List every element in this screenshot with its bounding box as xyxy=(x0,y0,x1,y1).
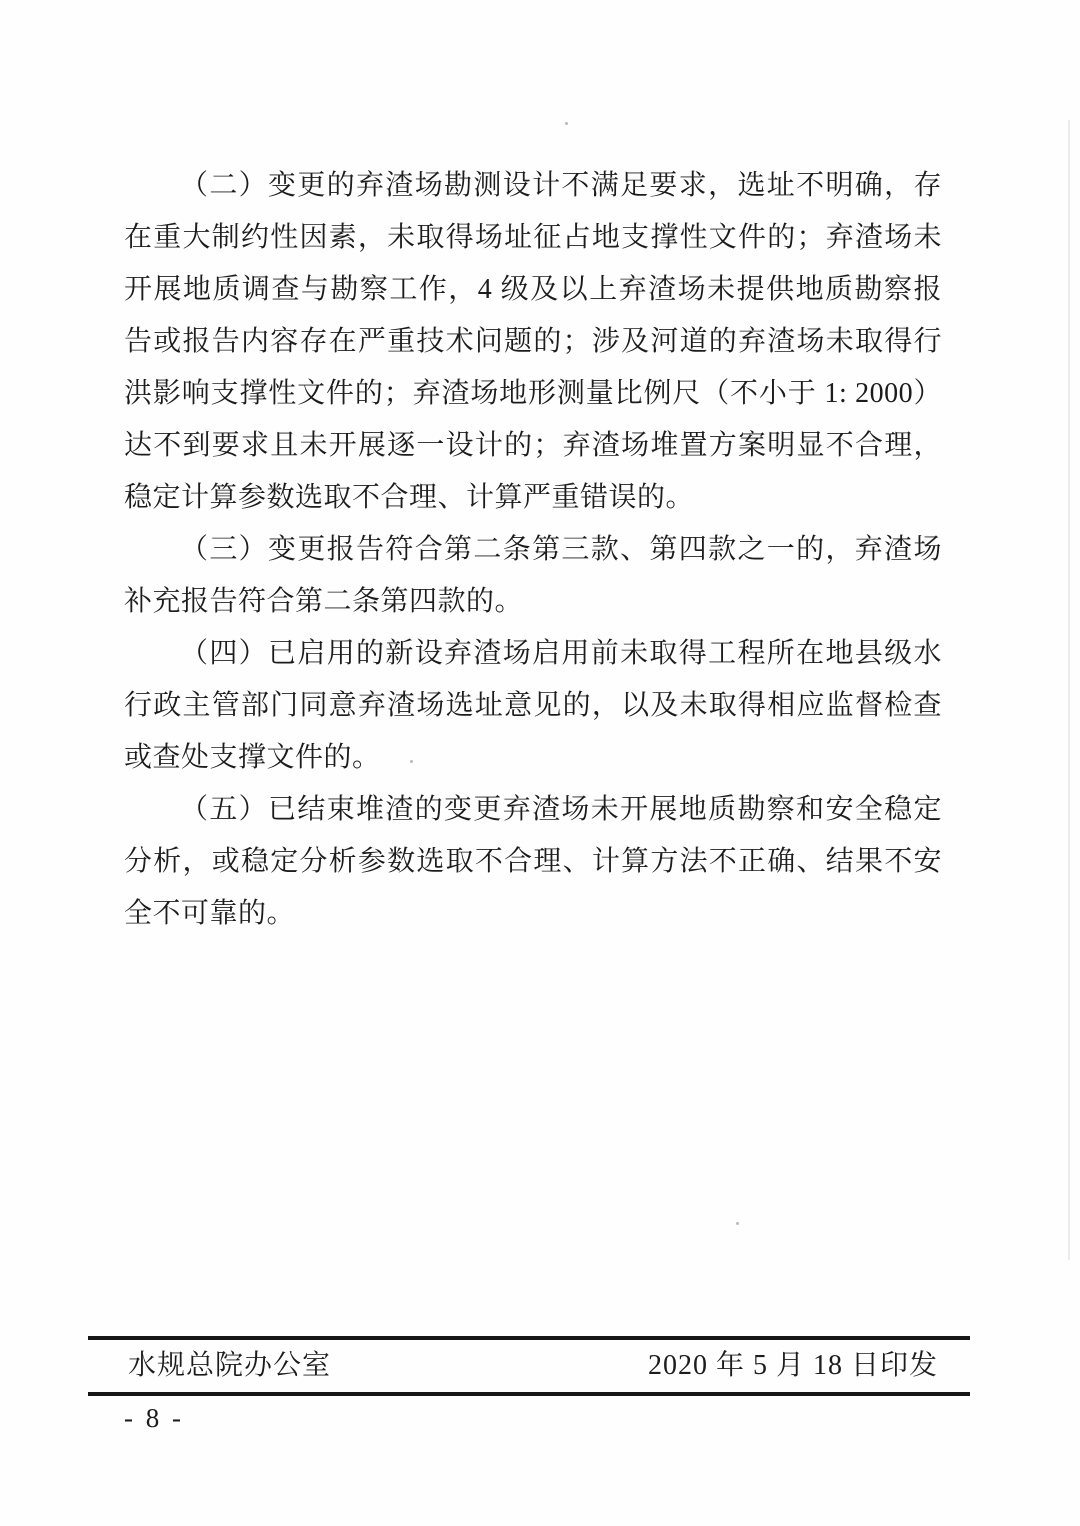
body-line: 达不到要求且未开展逐一设计的；弃渣场堆置方案明显不合理， xyxy=(124,430,942,461)
scan-speck xyxy=(565,122,568,125)
body-line: 告或报告内容存在严重技术问题的；涉及河道的弃渣场未取得行 xyxy=(124,326,942,357)
body-line: （五）已结束堆渣的变更弃渣场未开展地质勘察和安全稳定 xyxy=(180,794,942,825)
page-number: - 8 - xyxy=(124,1403,184,1433)
footer-rule-bottom xyxy=(88,1392,970,1396)
body-line: （二）变更的弃渣场勘测设计不满足要求，选址不明确，存 xyxy=(180,170,942,201)
footer-date-label: 2020 年 5 月 18 日印发 xyxy=(647,1350,938,1381)
body-line: 在重大制约性因素，未取得场址征占地支撑性文件的；弃渣场未 xyxy=(124,222,942,253)
body-line: 稳定计算参数选取不合理、计算严重错误的。 xyxy=(124,482,695,513)
body-line: 或查处支撑文件的。 xyxy=(124,742,381,773)
body-text xyxy=(124,160,942,940)
body-line: 开展地质调查与勘察工作，4 级及以上弃渣场未提供地质勘察报 xyxy=(124,274,942,305)
body-line: 全不可靠的。 xyxy=(124,898,296,929)
body-line: （四）已启用的新设弃渣场启用前未取得工程所在地县级水 xyxy=(180,638,942,669)
body-line: 行政主管部门同意弃渣场选址意见的，以及未取得相应监督检查 xyxy=(124,690,942,721)
footer-office-label: 水规总院办公室 xyxy=(128,1350,332,1381)
body-line: （三）变更报告符合第二条第三款、第四款之一的，弃渣场 xyxy=(180,534,942,565)
body-line: 洪影响支撑性文件的；弃渣场地形测量比例尺（不小于 1: 2000） xyxy=(124,378,942,409)
body-line: 补充报告符合第二条第四款的。 xyxy=(124,586,524,617)
scan-speck xyxy=(736,1222,739,1225)
body-line: 分析，或稳定分析参数选取不合理、计算方法不正确、结果不安 xyxy=(124,846,942,877)
footer-rule-top xyxy=(88,1336,970,1340)
scan-edge-artifact xyxy=(1068,120,1070,1260)
